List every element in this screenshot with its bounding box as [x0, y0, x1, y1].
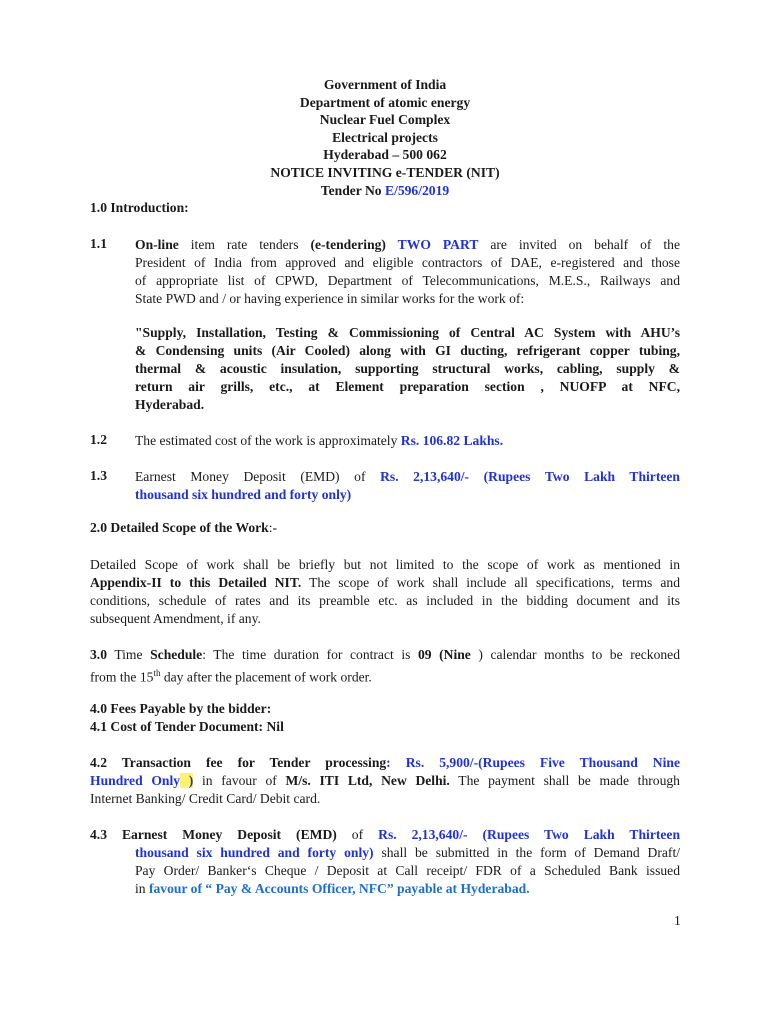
section-4-3 — [90, 826, 680, 898]
ordinal-suffix: th — [153, 668, 161, 678]
work-line-3: thermal & acoustic insulation, supporting structural works, cabling, supply & — [135, 361, 680, 376]
appendix-reference: Appendix-II to this Detailed NIT. — [90, 575, 302, 590]
section-2-0-heading — [90, 520, 277, 536]
section-1-1-line-3: of appropriate list of CPWD, Department of Telecommunications, M.E.S., Railways and — [135, 273, 680, 288]
scope-line-4: subsequent Amendment, if any. — [90, 611, 261, 626]
work-line-4: return air grills, etc., at Element preparation section , NUOFP at NFC, — [135, 379, 680, 394]
document-header — [90, 76, 680, 199]
invited-text: are invited on behalf of the — [478, 237, 680, 252]
header-line-notice-title: NOTICE INVITING e-TENDER (NIT) — [270, 164, 500, 180]
payee-name: M/s. ITI Ltd, New Delhi. — [285, 773, 450, 788]
item-rate-text: item rate tenders — [178, 237, 311, 252]
transaction-fee-amount-line-1: Rs. 5,900/-(Rupees Five Thousand Nine — [390, 755, 680, 770]
section-4-2 — [90, 754, 680, 808]
online-text: On-line — [135, 237, 179, 252]
schedule-number: 3.0 — [90, 647, 107, 662]
two-part-text: TWO PART — [385, 237, 479, 252]
highlighted-paren: ) — [180, 773, 194, 788]
emd-43-line-1 — [90, 826, 680, 844]
in-favour-text: in favour of — [193, 773, 286, 788]
tender-document-cost-value: : Nil — [258, 719, 284, 734]
scope-line-2 — [90, 574, 680, 592]
section-2-0-body — [90, 556, 680, 628]
header-line-city: Hyderabad – 500 062 — [323, 147, 447, 163]
section-1-1-line-2: President of India from approved and eligible contractors of DAE, e-registered and those — [135, 255, 680, 270]
fees-heading: 4.0 Fees Payable by the bidder: — [90, 701, 272, 716]
schedule-label: Schedule — [150, 647, 203, 662]
estimated-cost-amount: Rs. 106.82 Lakhs. — [400, 433, 504, 448]
header-line-complex: Nuclear Fuel Complex — [319, 112, 451, 128]
payment-methods: Internet Banking/ Credit Card/ Debit card. — [90, 791, 321, 806]
work-line-2: & Condensing units (Air Cooled) along with GI ducting, refrigerant copper tubing, — [135, 343, 680, 358]
work-line-5: Hyderabad. — [135, 397, 205, 412]
transaction-fee-line-1 — [90, 754, 680, 772]
schedule-time: Time — [107, 647, 151, 662]
section-4-1 — [90, 718, 284, 736]
emd-43-of: of — [336, 827, 379, 842]
emd-amount-line-1: Rs. 2,13,640/- (Rupees Two Lakh Thirteen — [380, 469, 680, 484]
section-4-0 — [90, 700, 284, 736]
scope-line-3: conditions, schedule of rates and its preamble etc. as included in the bidding document and its — [90, 593, 680, 608]
section-1-3-number: 1.3 — [90, 468, 107, 483]
schedule-duration: 09 (Nine — [417, 647, 471, 662]
work-description — [135, 324, 680, 414]
scope-line-1: Detailed Scope of work shall be briefly but not limited to the scope of work as mentioned in — [90, 557, 680, 572]
scope-heading: 2.0 Detailed Scope of the Work — [90, 520, 269, 535]
section-1-1-body — [135, 236, 680, 414]
section-1-3-body — [135, 468, 680, 504]
header-line-department: Department of atomic energy — [299, 94, 471, 110]
emd-amount-line-2: thousand six hundred and forty only) — [135, 487, 352, 502]
emd-43-in: in — [135, 881, 149, 896]
header-line-division: Electrical projects — [332, 129, 438, 145]
section-1-1-number: 1.1 — [90, 236, 107, 251]
emd-text: Earnest Money Deposit (EMD) of — [135, 469, 381, 484]
emd-43-payee: favour of “ Pay & Accounts Officer, NFC” payable at Hyderabad. — [148, 881, 530, 896]
estimated-cost-text: The estimated cost of the work is approximately — [135, 433, 401, 448]
section-1-0-heading: 1.0 Introduction: — [90, 200, 189, 215]
payment-text: The payment shall be made through — [449, 773, 680, 788]
section-1-1-line-1 — [135, 236, 680, 254]
work-line-1: "Supply, Installation, Testing & Commissioning of Central AC System with AHU’s — [135, 325, 680, 340]
e-tendering-text: (e-tendering) — [310, 237, 386, 252]
transaction-fee-amount-line-2: Hundred Only — [90, 773, 181, 788]
schedule-text-end: ) calendar months to be reckoned — [470, 647, 681, 662]
page-number: 1 — [674, 913, 681, 928]
header-line-tender-no — [90, 182, 680, 200]
scope-line-2-text: The scope of work shall include all specifications, terms and — [301, 575, 681, 590]
tender-no-label: Tender No — [320, 182, 385, 198]
section-1-2-number: 1.2 — [90, 432, 107, 447]
transaction-fee-heading: 4.2 Transaction fee for Tender processing — [90, 755, 387, 770]
section-1-2-body — [135, 432, 680, 450]
emd-43-amount-line-2: thousand six hundred and forty only) — [135, 845, 374, 860]
emd-43-line-2 — [135, 844, 680, 862]
tender-number: E/596/2019 — [385, 182, 450, 198]
scope-heading-suffix: :- — [268, 520, 278, 535]
emd-43-submission-text: shall be submitted in the form of Demand Draft/ — [373, 845, 681, 860]
emd-43-continuation — [90, 844, 680, 898]
transaction-fee-line-2 — [90, 772, 680, 790]
schedule-after: day after the placement of work order. — [160, 669, 372, 685]
tender-document-cost-label: 4.1 Cost of Tender Document — [90, 719, 259, 734]
schedule-line-2 — [90, 664, 680, 687]
schedule-text: : The time duration for contract is — [202, 647, 418, 662]
section-3-0 — [90, 646, 680, 687]
schedule-from: from the 15 — [90, 669, 154, 685]
section-1-1-line-4: State PWD and / or having experience in similar works for the work of: — [135, 291, 525, 306]
emd-43-line-3: Pay Order/ Banker‘s Cheque / Deposit at Call receipt/ FDR of a Scheduled Bank issued — [135, 863, 680, 878]
schedule-line-1 — [90, 646, 680, 664]
header-line-government: Government of India — [323, 77, 447, 92]
emd-43-amount-line-1: Rs. 2,13,640/- (Rupees Two Lakh Thirteen — [378, 827, 681, 842]
transaction-fee-colon: : — [386, 755, 391, 770]
emd-43-heading: 4.3 Earnest Money Deposit (EMD) — [90, 827, 337, 842]
section-1-3-line-1 — [135, 468, 680, 486]
emd-43-line-4 — [135, 880, 680, 898]
